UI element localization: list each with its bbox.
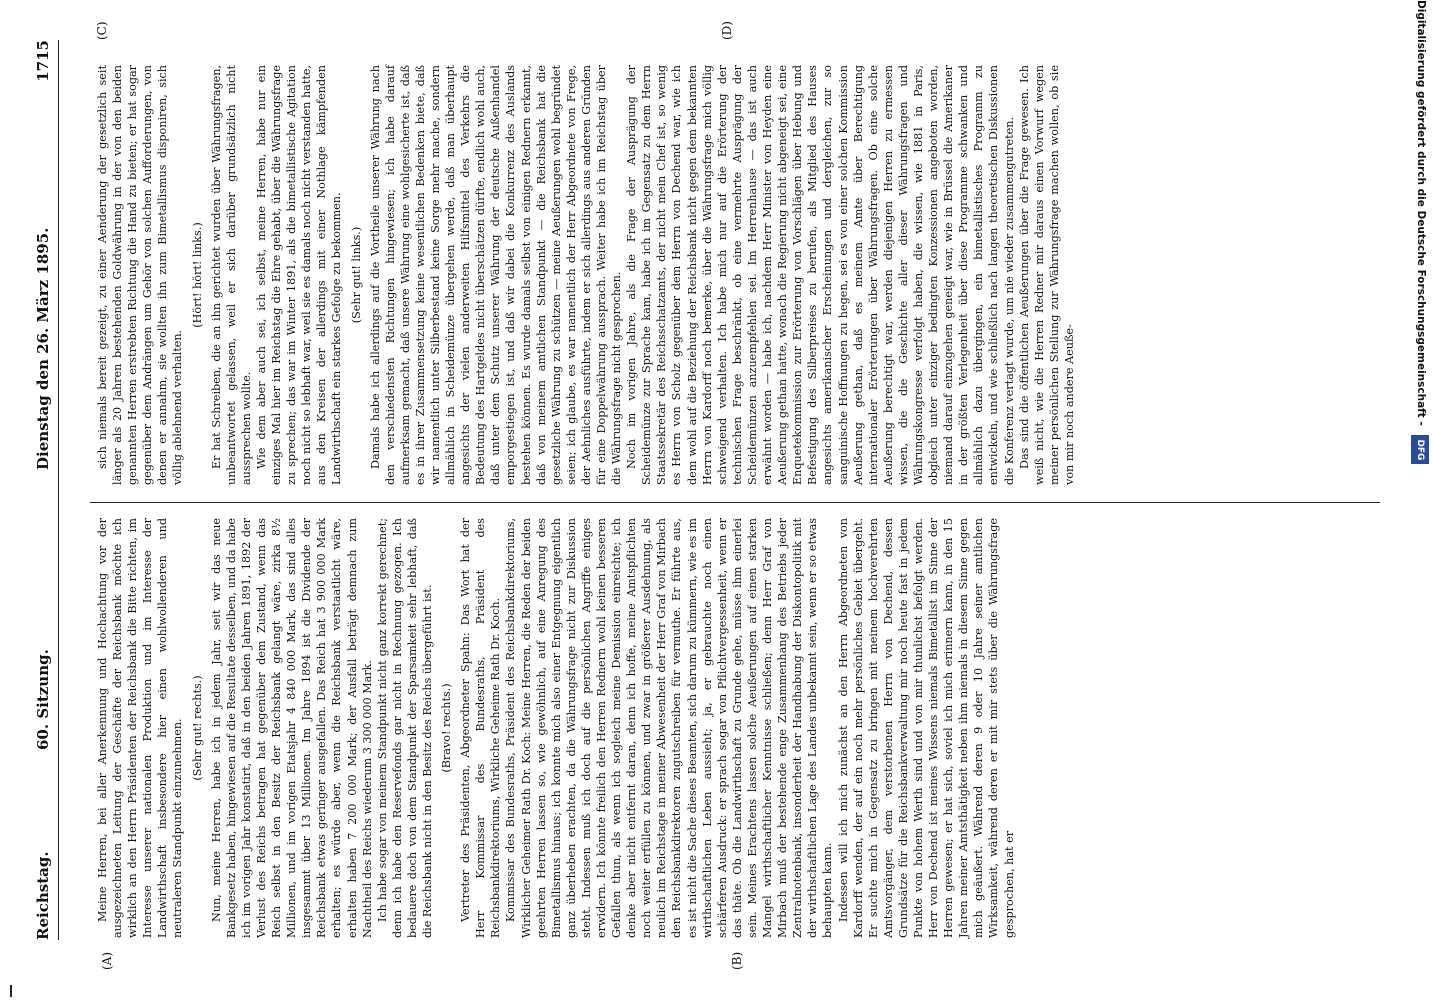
left-paragraph: Indessen will ich mich zunächst an den Herrn Abgeordneten von Kardorff wenden, der auf ein noch mehr persönliches Gebiet übergeht. Er suchte mich in Gegensatz zu bringen mit meinem hochverehrten Amtsvorgänger, dem verstorbenen Herrn von Dechend, dessen Grundsätze für die Reichsbankverwaltung mir noch heute fast in jedem Punkte von hohem Werth sind und von mir thunlichst befolgt werden. Herr von Dechend ist meines Wissens niemals Bimetallist im Sinne der Herren gewesen; er hat sich, soviel ich mich erinnern kann, in den 15 Jahren meiner Amtsthätigkeit neben ihm niemals in diesem Sinne gegen mich geäußert. Während deren 9 oder 10 Jahre seiner amtlichen Wirksamkeit, während deren er mit mir stets über die Währungsfrage gesprochen, hat er — [836, 518, 1016, 938]
header-rule — [58, 40, 59, 940]
right-paragraph: Wie dem aber auch sei, ich selbst, meine Herren, habe nur ein einziges Mal hier im Reichstag die Ehre gehabt, über die Währungsfrage zu sprechen; das war im Winter 1891, als die bimetallistische Agitation noch nicht so lebhaft war, weil sie es damals noch nicht verstanden hatte, aus den Kreisen der allerdings mit einer Nothlage kämpfenden Landwirthschaft ein starkes Gefolge zu bekommen. — [254, 65, 344, 485]
left-paragraph: Ich habe sogar von meinem Standpunkt nicht ganz korrekt gerechnet; denn ich habe den Reservefonds gar nicht in Rechnung gezogen. Ich bedauere doch von dem Standpunkt der Sparsamkeit sehr lebhaft, daß die Reichsbank nicht in den Besitz des Reichs übergeführt ist. — [375, 518, 434, 938]
digitization-note: Digitalisierung gefördert durch die Deutsche Forschungsgemeinschaft - — [1415, 0, 1427, 426]
left-paragraph: Nun, meine Herren, habe ich in jedem Jahr, seit wir das neue Bankgesetz haben, hingewiesen auf die Resultate desselben, und da habe ich im vorigen Jahr konstatirt, daß in den beiden Jahren 1891, 1892 der Verlust des Reichs betragen hat gegenüber dem Zustand, wenn das Reich selbst in den Besitz der Reichsbank gelangt wäre, zirka 8½ Millionen, und im vorigen Etatsjahr 4 840 000 Mark, das sind alles insgesammt über 13 Millionen. Im Jahre 1894 ist die Dividende der Reichsbank etwas geringer ausgefallen. Das Reich hat 3 900 000 Mark erhalten; es würde aber, wenn die Reichsbank verstaatlicht wäre, erhalten haben 7 200 000 Mark; der Ausfall beträgt demnach zum Nachtheil des Reichs wiederum 3 300 000 Mark. — [209, 518, 374, 938]
left-paragraph: Vertreter des Präsidenten, Abgeordneter Spahn: Das Wort hat der Herr Kommissar des Bundesraths, Präsident des Reichsbankdirektoriums, Wirkliche Geheime Rath Dr. Koch. — [459, 518, 503, 938]
left-interjection: (Bravo! rechts.) — [440, 683, 454, 773]
header-title: Reichstag. — [34, 851, 52, 940]
right-interjection: (Hört! hört! links.) — [190, 222, 204, 328]
header-page-number: 1715 — [34, 40, 52, 82]
marker-d: (D) — [720, 21, 734, 40]
marker-a: (A) — [100, 951, 114, 970]
right-paragraph: Das sind die öffentlichen Aeußerungen über die Frage gewesen. Ich weiß nicht, wie die Herren Redner mir daraus einen Vorwurf wegen meiner persönlichen Stellung zur Währungsfrage machen wollen, ob sie von mir noch andere Aeuße- — [1017, 65, 1076, 485]
right-paragraph: Noch im vorigen Jahre, als die Frage der Ausprägung der Scheidemünze zur Sprache kam, habe ich im Gegensatz zu dem Herrn Staatssekretär des Reichsschatzamts, der nicht mein Chef ist, so wenig es Herrn von Scholz gegenüber dem Herrn von Dechend war, wie ich dem wohl auf die Beziehung der Reichsbank nicht gegen dem bekannten Herrn von Kardorff noch bemerke, über die Währungsfrage mich völlig schweigend verhalten. Ich habe mich nur auf die Erörterung der technischen Frage beschränkt, ob eine vermehrte Ausprägung der Scheidemünzen anzuempfehlen sei. Im Herrenhause — das ist auch erwähnt worden — habe ich, nachdem Herr Minister von Heyden eine Aeußerung gethan hatte, wonach die Regierung nicht abgeneigt sei, eine Enquetekommission zur Erörterung von Vorschlägen über Hebung und Befestigung des Silberpreises zu berufen, als Mitglied des Hauses angesichts amerikanischer Erscheinungen und dergleichen, zur so sanguinische Hoffnungen zu hegen, sei es von einer solchen Kommission Aeußerung gethan, daß es meinem Amte über Berechtigung internationaler Erörterungen über Währungsfragen. Ob eine solche Aeußerung berechtigt war, werden diejenigen Herren zu ermessen wissen, die die Geschichte aller dieser Währungsfragen und Währungskongresse verfolgt haben, die wissen, wie 1881 in Paris, obgleich unter einziger bedingten Konzessionen angeboten worden, niemand darauf einzugehen geneigt war, wie in Brüssel die Amerikaner in der größten Verlegenheit über diese Programme schwanken und allmählich dazu übergingen, ein bimetallistisches Programm zu entwickeln, und wie schließlich nach langen theoretischen Diskussionen die Konferenz vertagt wurde, um nie wieder zusammengutreten. — [625, 65, 1016, 485]
column-divider — [90, 502, 1380, 503]
left-interjection: (Sehr gut! rechts.) — [190, 675, 204, 781]
marker-c: (C) — [95, 21, 109, 40]
right-paragraph: sich niemals bereit gezeigt, zu einer Aenderung der gesetzlich seit länger als 20 Jahren bestehenden Goldwährung in der von den beiden genannten Herren erstrebten Richtung die Hand zu bieten; er hat sogar gegenüber dem Andrängen um Gehör von solchen Aufforderungen, von denen er annahm, sie wollten ihn zum Bimetallismus disponiren, sich völlig ablehnend verhalten. — [96, 65, 185, 485]
digitization-strip — [1412, 0, 1430, 1000]
right-column — [95, 65, 1077, 485]
left-column — [95, 518, 1017, 938]
header-session: 60. Sitzung. — [34, 649, 52, 750]
header-date: Dienstag den 26. März 1895. — [34, 227, 52, 470]
dfg-logo: DFG — [1411, 435, 1429, 464]
page-header — [28, 40, 58, 940]
left-paragraph: Kommissar des Bundesraths, Präsident des Reichsbankdirektoriums, Wirklicher Geheimer Rath Dr. Koch: Meine Herren, die Reden der beiden geehrten Herren lassen so, wie gewöhnlich, auf eine Anregung des Bimetallismus hinaus; ich konnte mich also einer Entgegnung eigentlich ganz überheben erachten, da die Währungsfrage nicht zur Diskussion steht. Indessen muß ich doch auf die persönlichen Angriffe einiges erwidern. Ich könnte freilich den Herren Rednern wohl keinen besseren Gefallen thun, als wenn ich sogleich meine Demission einreichte; ich denke aber nicht entfernt daran, denn ich hoffe, meine Amtspflichten noch weiter erfüllen zu können, und zwar in größerer Ausdehnung, als neulich im Reichstage in meiner Abwesenheit der Herr Graf von Mirbach den Reichsbankdirektoren zugutschreiben für vermuthe. Er führte aus, es ist nicht die Sache dieses Beamten, sich darum zu kümmern, wie es im wirthschaftlichen Leben aussieht; ja, er gebrauchte noch einen schärferen Ausdruck: er sprach sogar von Pflichtvergessenheit, wenn er das thäte. Ob die Landwirthschaft zu Grunde gehe, müsse ihm einerlei sein. Meines Erachtens lassen solche Aeußerungen auf einen starken Mangel wirthschaftlicher Kenntnisse schließen; denn Herr Graf von Mirbach muß der bestehende enge Zusammenhang des Betriebs jeder Zentralnotenbank, insonderheit der Handhabung der Diskontopolitik mit der wirthschaftlichen Lage des Landes unbekannt sein, wenn er so etwas behaupten kann. — [504, 518, 835, 938]
right-paragraph: Damals habe ich allerdings auf die Vortheile unserer Währung nach den verschiedensten Richtungen hingewiesen; ich habe darauf aufmerksam gemacht, daß unsere Währung eine wohlgesicherte ist, daß es in ihrer Zusammensetzung keine wesentlichen Bedenken biete, daß wir namentlich unter Silberbestand keine Sorge mehr mache, sondern allmählich in Scheidemünze übergehen werde, daß man überhaupt angesichts der vielen anderweiten Hilfsmittel des Verkehrs die Bedeutung des Hartgeldes nicht überschätzen dürfte, endlich wohl auch, daß unter dem Schutz unserer Währung der deutsche Außenhandel emporgestiegen ist, und daß wir dabei die Konkurrenz des Auslands bestehen können. Es wurde damals selbst von einigen Rednern erkannt, daß von meinem amtlichen Standpunkt — die Reichsbank hat die gesetzliche Währung zu schützen — meine Aeußerungen wohl begründet seien; ich glaube, es war namentlich der Herr Abgeordnete von Frege, der Aehnliches ausführte, indem er sich allerdings aus anderen Gründen für eine Doppelwährung aussprach. Weiter habe ich im Reichstag über die Währungsfrage nicht gesprochen. — [368, 65, 624, 485]
edge-mark — [10, 985, 12, 997]
right-paragraph: Er hat Schreiben, die an ihn gerichtet wurden über Währungsfragen, unbeantwortet gelassen, weil er sich darüber grundsätzlich nicht aussprechen wollte. — [209, 65, 253, 485]
left-paragraph: Meine Herren, bei aller Anerkennung und Hochachtung vor der ausgezeichneten Leitung der Geschäfte der Reichsbank möchte ich wirklich an den Herrn Präsidenten der Reichsbank die Bitte richten, im Interesse unserer nationalen Produktion und im Interesse der Landwirthschaft insbesondere hier einen wohlwollenderen und neutraleren Standpunkt einzunehmen. — [96, 518, 185, 938]
right-interjection: (Sehr gut! links.) — [349, 226, 363, 324]
marker-b: (B) — [730, 951, 744, 970]
